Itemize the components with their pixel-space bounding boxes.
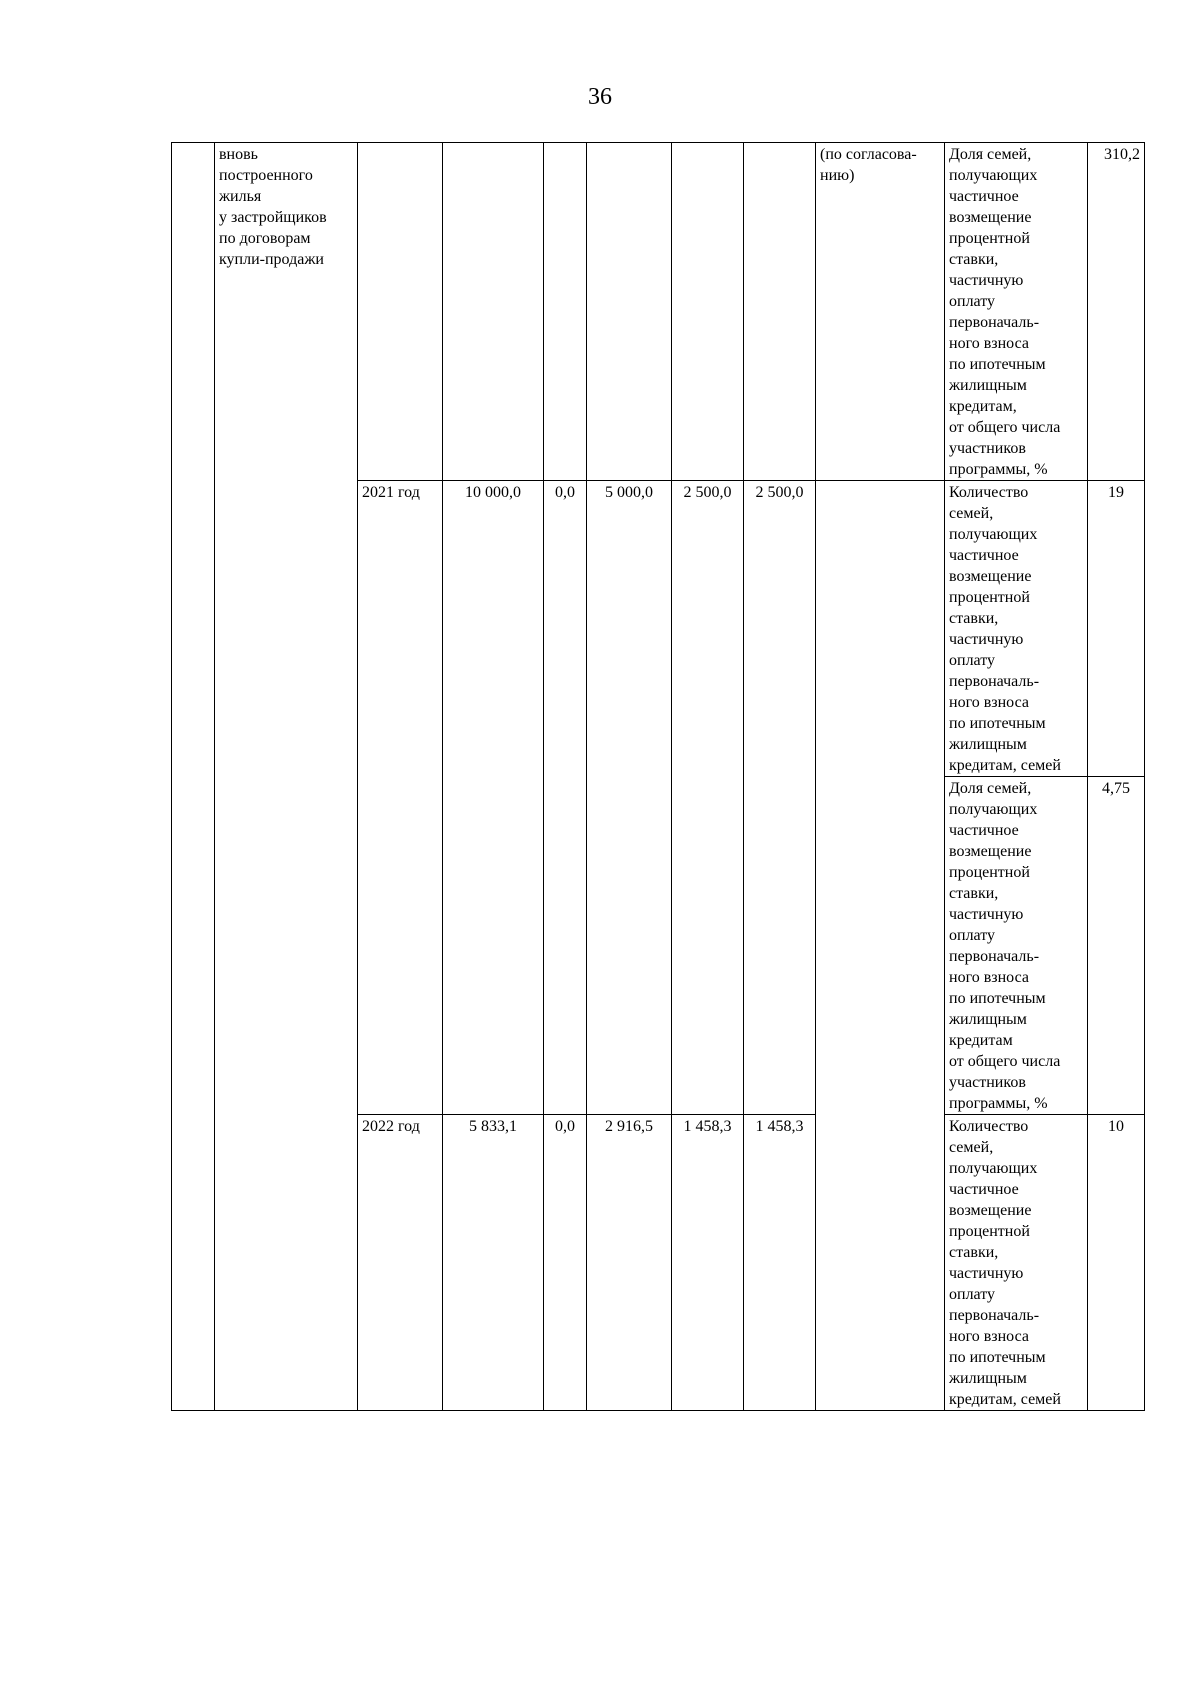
- value-cell: 10: [1088, 1115, 1145, 1411]
- executor-cell: (по согласова- нию): [816, 143, 945, 481]
- federal-cell: 0,0: [544, 481, 587, 1115]
- other-cell: 1 458,3: [744, 1115, 816, 1411]
- value-cell: 4,75: [1088, 777, 1145, 1115]
- regional-cell: 2 916,5: [587, 1115, 672, 1411]
- object-cell: вновь построенного жилья у застройщиков по договорам купли-продажи: [215, 143, 358, 1411]
- program-table: [171, 142, 1145, 1411]
- executor-cell-empty: [816, 481, 945, 1411]
- total-cell: 5 833,1: [443, 1115, 544, 1411]
- indicator-cell: Доля семей, получающих частичное возмещение процентной ставки, частичную оплату первоначаль- ного взноса по ипотечным жилищным кредитам, от общего числа участников программы, %: [945, 143, 1088, 481]
- total-cell: 10 000,0: [443, 481, 544, 1115]
- value-cell: 310,2: [1088, 143, 1145, 481]
- year-cell: 2021 год: [358, 481, 443, 1115]
- local-cell: 1 458,3: [672, 1115, 744, 1411]
- year-cell: 2022 год: [358, 1115, 443, 1411]
- regional-cell: [587, 143, 672, 481]
- indicator-cell: Доля семей, получающих частичное возмещение процентной ставки, частичную оплату первоначаль- ного взноса по ипотечным жилищным кредитам от общего числа участников программы, %: [945, 777, 1088, 1115]
- other-cell: [744, 143, 816, 481]
- page-number: 36: [588, 84, 612, 110]
- indicator-cell: Количество семей, получающих частичное возмещение процентной ставки, частичную оплату первоначаль- ного взноса по ипотечным жилищным кредитам, семей: [945, 481, 1088, 777]
- total-cell: [443, 143, 544, 481]
- federal-cell: [544, 143, 587, 481]
- regional-cell: 5 000,0: [587, 481, 672, 1115]
- other-cell: 2 500,0: [744, 481, 816, 1115]
- local-cell: 2 500,0: [672, 481, 744, 1115]
- local-cell: [672, 143, 744, 481]
- year-cell: [358, 143, 443, 481]
- table-row: [172, 143, 1145, 481]
- indicator-cell: Количество семей, получающих частичное возмещение процентной ставки, частичную оплату первоначаль- ного взноса по ипотечным жилищным кредитам, семей: [945, 1115, 1088, 1411]
- federal-cell: 0,0: [544, 1115, 587, 1411]
- value-cell: 19: [1088, 481, 1145, 777]
- row-number-cell: [172, 143, 215, 1411]
